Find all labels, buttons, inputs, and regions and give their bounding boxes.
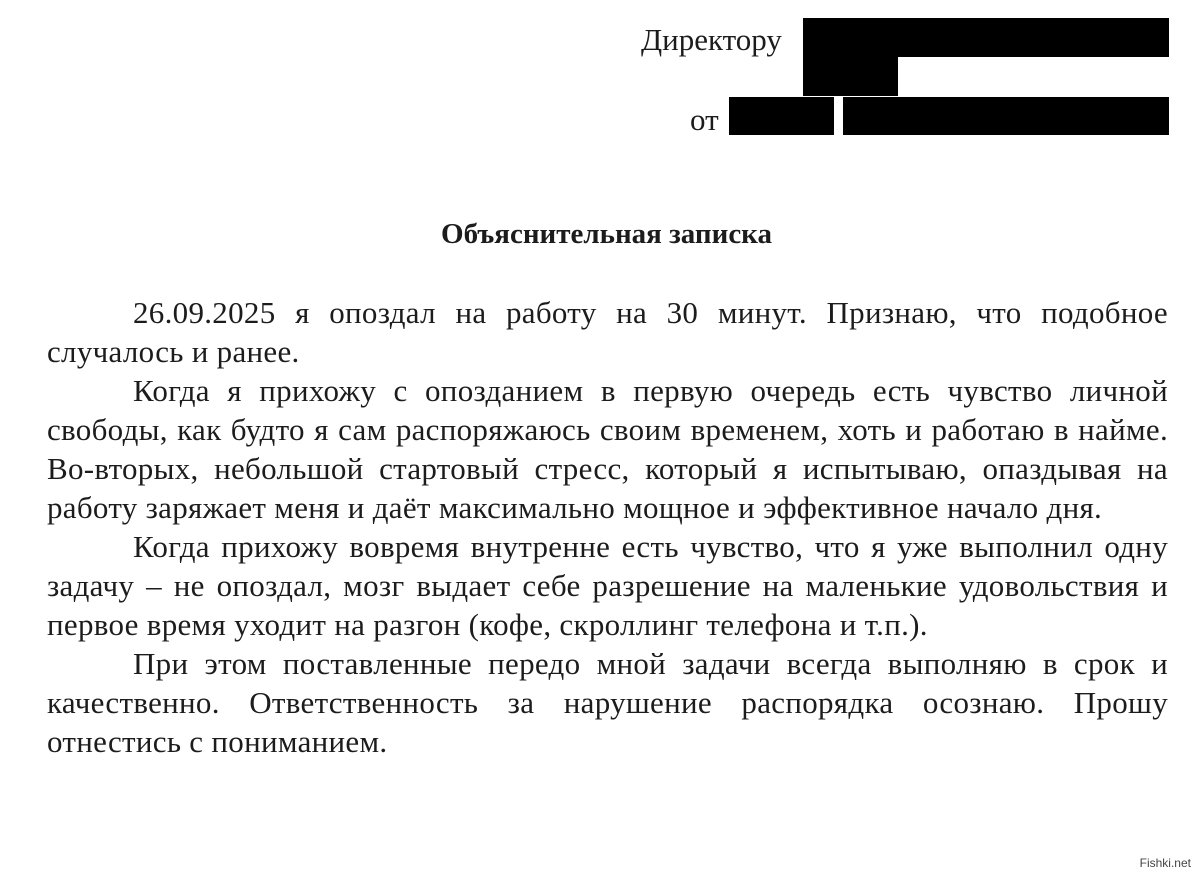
sender-label: от (690, 102, 719, 137)
paragraph-4: При этом поставленные передо мной задачи всегда выполняю в срок и качественно. Ответственность за нарушение распорядка осознаю. Прошу отнестись с пониманием. (47, 646, 1168, 759)
redacted-sender-name (843, 97, 1169, 135)
watermark: Fishki.net (1139, 856, 1191, 870)
document-title: Объяснительная записка (441, 218, 772, 250)
paragraph-1: 26.09.2025 я опоздал на работу на 30 минут. Признаю, что подобное случалось и ранее. (47, 295, 1168, 369)
document-body (47, 293, 1168, 761)
redacted-sender-position (729, 97, 834, 135)
paragraph-2: Когда я прихожу с опозданием в первую очередь есть чувство личной свободы, как будто я сам распоряжаюсь своим временем, хоть и работаю в найме. Во-вторых, небольшой стартовый стресс, который я испытываю, опаздывая на работу заряжает меня и даёт максимально мощное и эффективное начало дня. (47, 373, 1168, 525)
redacted-addressee-name-continued (803, 57, 898, 96)
redacted-addressee-name (803, 18, 1169, 57)
addressee-label: Директору (641, 22, 782, 57)
paragraph-3: Когда прихожу вовремя внутренне есть чувство, что я уже выполнил одну задачу – не опоздал, мозг выдает себе разрешение на маленькие удовольствия и первое время уходит на разгон (кофе, скроллинг телефона и т.п.). (47, 529, 1168, 642)
